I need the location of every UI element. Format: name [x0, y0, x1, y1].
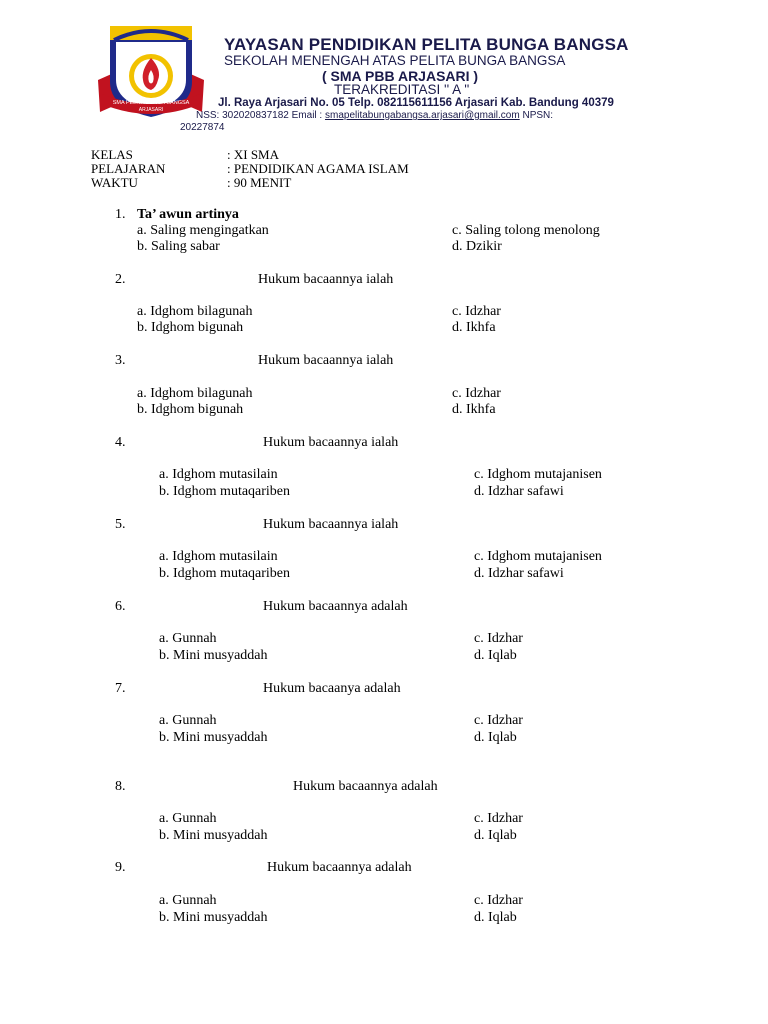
question-3-option-d: d. Ikhfa: [452, 402, 496, 417]
question-7-text: Hukum bacaanya adalah: [263, 681, 401, 696]
question-6-option-b: b. Mini musyaddah: [159, 648, 268, 663]
school-logo: [96, 20, 206, 120]
question-4-option-b: b. Idghom mutaqariben: [159, 484, 291, 499]
contact-line: [196, 110, 553, 121]
logo-text-bottom: ARJASARI: [138, 107, 164, 113]
question-1-option-b: b. Saling sabar: [137, 239, 220, 254]
npsn-value: 20227874: [180, 122, 225, 133]
school-address: Jl. Raya Arjasari No. 05 Telp. 082115611156 Arjasari Kab. Bandung 40379: [218, 97, 614, 109]
email-link[interactable]: smapelitabungabangsa.arjasari@gmail.com: [324, 110, 520, 121]
info-value-waktu: : 90 MENIT: [227, 175, 292, 190]
question-6-option-d: d. Iqlab: [474, 648, 517, 663]
question-2-number: 2.: [115, 272, 126, 287]
question-1-text: Ta’ awun artinya: [137, 207, 239, 222]
question-4-option-c: c. Idghom mutajanisen: [474, 467, 602, 482]
info-value-pelajaran: : PENDIDIKAN AGAMA ISLAM: [227, 161, 409, 176]
question-5-option-c: c. Idghom mutajanisen: [474, 549, 602, 564]
accreditation: TERAKREDITASI '' A '': [334, 82, 470, 97]
question-9-option-a: a. Gunnah: [159, 893, 217, 908]
question-5-option-a: a. Idghom mutasilain: [159, 549, 278, 564]
info-label-kelas: KELAS: [91, 147, 133, 162]
question-1-option-a: a. Saling mengingatkan: [137, 223, 269, 238]
question-1-option-d: d. Dzikir: [452, 239, 502, 254]
question-3-option-b: b. Idghom bigunah: [137, 402, 244, 417]
question-3-number: 3.: [115, 353, 126, 368]
question-7-option-c: c. Idzhar: [474, 713, 523, 728]
question-8-option-d: d. Iqlab: [474, 828, 517, 843]
school-short-name: ( SMA PBB ARJASARI ): [322, 68, 479, 84]
nss-label: NSS: 302020837182 Email :: [196, 110, 325, 121]
question-8-option-a: a. Gunnah: [159, 811, 217, 826]
question-3-option-c: c. Idzhar: [452, 386, 501, 401]
question-8-text: Hukum bacaannya adalah: [293, 779, 438, 794]
question-4-option-a: a. Idghom mutasilain: [159, 467, 278, 482]
question-2-option-a: a. Idghom bilagunah: [137, 304, 253, 319]
question-6-text: Hukum bacaannya adalah: [263, 599, 408, 614]
question-5-text: Hukum bacaannya ialah: [263, 517, 399, 532]
question-8-option-c: c. Idzhar: [474, 811, 523, 826]
npsn-label: NPSN:: [519, 110, 554, 121]
question-7-number: 7.: [115, 681, 126, 696]
question-5-number: 5.: [115, 517, 126, 532]
question-4-number: 4.: [115, 435, 126, 450]
question-6-number: 6.: [115, 599, 126, 614]
question-5-option-d: d. Idzhar safawi: [474, 566, 564, 581]
question-2-option-d: d. Ikhfa: [452, 320, 496, 335]
school-name: SEKOLAH MENENGAH ATAS PELITA BUNGA BANGSA: [224, 53, 566, 68]
question-2-option-b: b. Idghom bigunah: [137, 320, 244, 335]
question-1-option-c: c. Saling tolong menolong: [452, 223, 600, 238]
question-4-text: Hukum bacaannya ialah: [263, 435, 399, 450]
question-5-option-b: b. Idghom mutaqariben: [159, 566, 291, 581]
foundation-name: YAYASAN PENDIDIKAN PELITA BUNGA BANGSA: [224, 35, 629, 54]
question-6-option-a: a. Gunnah: [159, 631, 217, 646]
question-9-option-b: b. Mini musyaddah: [159, 910, 268, 925]
question-9-text: Hukum bacaannya adalah: [267, 860, 412, 875]
question-1-number: 1.: [115, 207, 126, 222]
question-9-option-c: c. Idzhar: [474, 893, 523, 908]
question-9-option-d: d. Iqlab: [474, 910, 517, 925]
question-3-option-a: a. Idghom bilagunah: [137, 386, 253, 401]
question-4-option-d: d. Idzhar safawi: [474, 484, 564, 499]
question-2-text: Hukum bacaannya ialah: [258, 272, 394, 287]
question-9-number: 9.: [115, 860, 126, 875]
question-8-number: 8.: [115, 779, 126, 794]
question-3-text: Hukum bacaannya ialah: [258, 353, 394, 368]
info-label-pelajaran: PELAJARAN: [91, 161, 166, 176]
logo-text-top: SMA PELITA BUNGA BANGSA: [112, 100, 190, 106]
question-2-option-c: c. Idzhar: [452, 304, 501, 319]
question-7-option-b: b. Mini musyaddah: [159, 730, 268, 745]
question-7-option-a: a. Gunnah: [159, 713, 217, 728]
info-value-kelas: : XI SMA: [227, 147, 280, 162]
question-6-option-c: c. Idzhar: [474, 631, 523, 646]
question-8-option-b: b. Mini musyaddah: [159, 828, 268, 843]
question-7-option-d: d. Iqlab: [474, 730, 517, 745]
info-label-waktu: WAKTU: [91, 175, 138, 190]
